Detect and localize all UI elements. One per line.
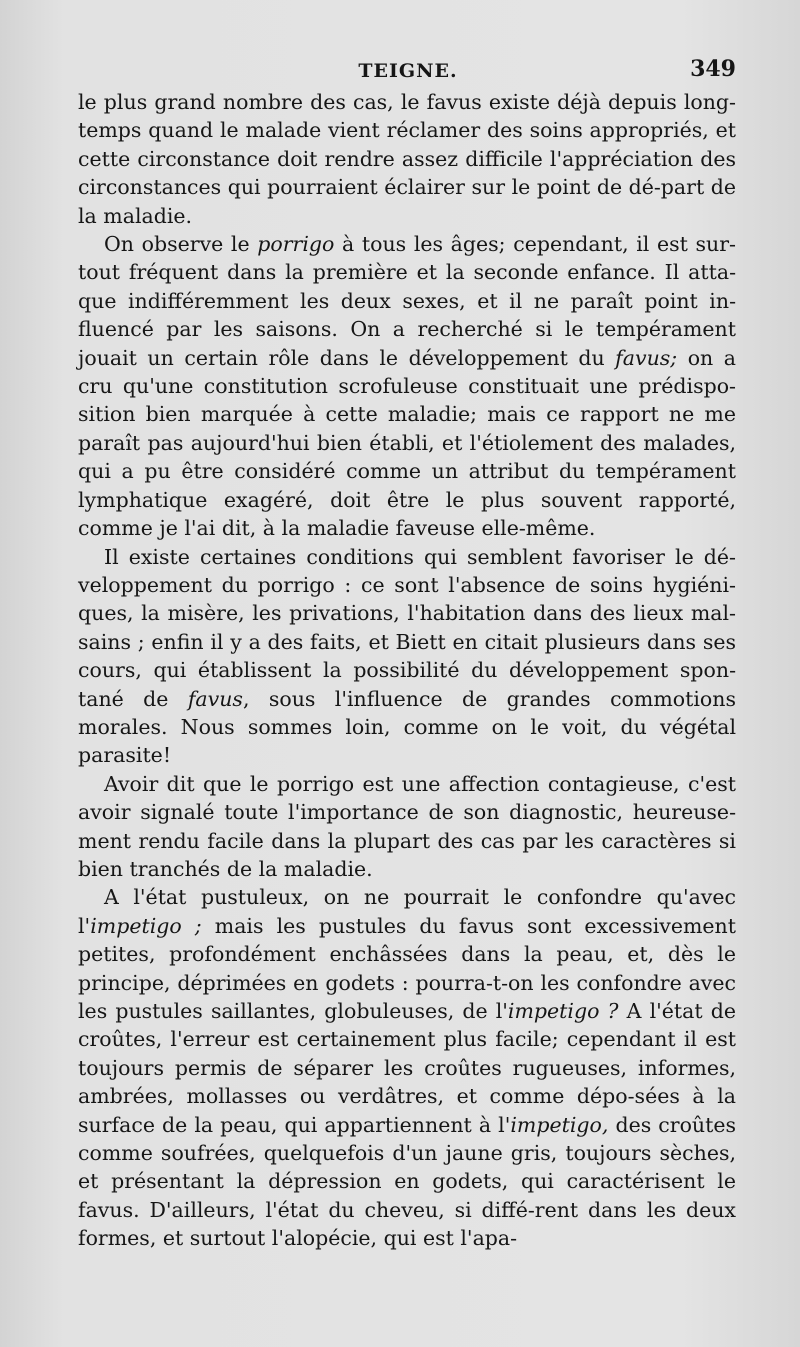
text-segment: On observe le bbox=[104, 232, 258, 257]
italic-term: impetigo ; bbox=[90, 913, 202, 938]
text-segment: Avoir dit que le porrigo est une affection contagieuse, c'est avoir signalé toute l'importance de son diagnostic, heureuse-ment rendu facile dans la plupart des cas par les caractères si bien tranchés de la maladie. bbox=[78, 771, 736, 881]
running-title: TEIGNE. bbox=[358, 60, 458, 82]
paragraph bbox=[78, 230, 736, 542]
page-number: 349 bbox=[690, 56, 736, 82]
italic-term: porrigo bbox=[257, 232, 335, 257]
italic-term: impetigo, bbox=[510, 1112, 609, 1137]
text-segment: Il existe certaines conditions qui semblent favoriser le dé-veloppement du porrigo : ce sont l'absence de soins hygiéni-ques, la misère, les privations, l'habitation dans des lieux mal-sains ; enfin il y a des faits, et Biett en citait plusieurs dans ses cours, qui établissent la possibilité du développement spon-tané de bbox=[78, 544, 736, 711]
page-header bbox=[78, 54, 738, 84]
text-segment: mais les pustules du favus sont excessivement petites, profondément enchâssées dans la peau, et, dès le principe, déprimées en godets : pourra-t-on les confondre avec les pustules saillantes, globuleuses, de l' bbox=[78, 913, 736, 1023]
text-segment: on a cru qu'une constitution scrofuleuse constituait une prédispo-sition bien marquée à cette maladie; mais ce rapport ne me paraît pas aujourd'hui bien établi, et l'étiolement des malades, qui a pu être considéré comme un attribut du tempérament lymphatique exagéré, doit être le plus souvent rapporté, comme je l'ai dit, à la maladie faveuse elle-même. bbox=[78, 345, 736, 541]
italic-term: favus; bbox=[615, 345, 678, 370]
paragraph bbox=[78, 770, 736, 884]
paragraph bbox=[78, 883, 736, 1252]
text-segment: A l'état de croûtes, l'erreur est certainement plus facile; cependant il est toujours permis de séparer les croûtes rugueuses, informes, ambrées, mollasses ou verdâtres, et comme dépo-sées à la surface de la peau, qui appartiennent à l' bbox=[78, 999, 736, 1137]
text-segment: à tous les âges; cependant, il est sur-tout fréquent dans la première et la seconde enfance. Il atta-que indifféremment les deux sexes, et il ne paraît point in-fluencé par les saisons. On a recherché si le tempérament jouait un certain rôle dans le développement du bbox=[78, 232, 736, 370]
text-segment: , sous l'influence de grandes commotions morales. Nous sommes loin, comme on le voit, du végétal parasite! bbox=[78, 686, 736, 768]
paragraph bbox=[78, 543, 736, 770]
text-segment: A l'état pustuleux, on ne pourrait le confondre qu'avec l' bbox=[78, 885, 736, 938]
body-text bbox=[78, 88, 736, 1253]
paragraph bbox=[78, 88, 736, 230]
italic-term: favus bbox=[187, 686, 243, 711]
text-segment: des croûtes comme soufrées, quelquefois d'un jaune gris, toujours sèches, et présentant la dépression en godets, qui caractérisent le favus. D'ailleurs, l'état du cheveu, si diffé-rent dans les deux formes, et surtout l'alopécie, qui est l'apa- bbox=[78, 1112, 736, 1251]
text-segment: le plus grand nombre des cas, le favus existe déjà depuis long-temps quand le malade vient réclamer des soins appropriés, et cette circonstance doit rendre assez difficile l'appréciation des circonstances qui pourraient éclairer sur le point de dé-part de la maladie. bbox=[78, 90, 736, 228]
italic-term: impetigo ? bbox=[507, 999, 619, 1023]
